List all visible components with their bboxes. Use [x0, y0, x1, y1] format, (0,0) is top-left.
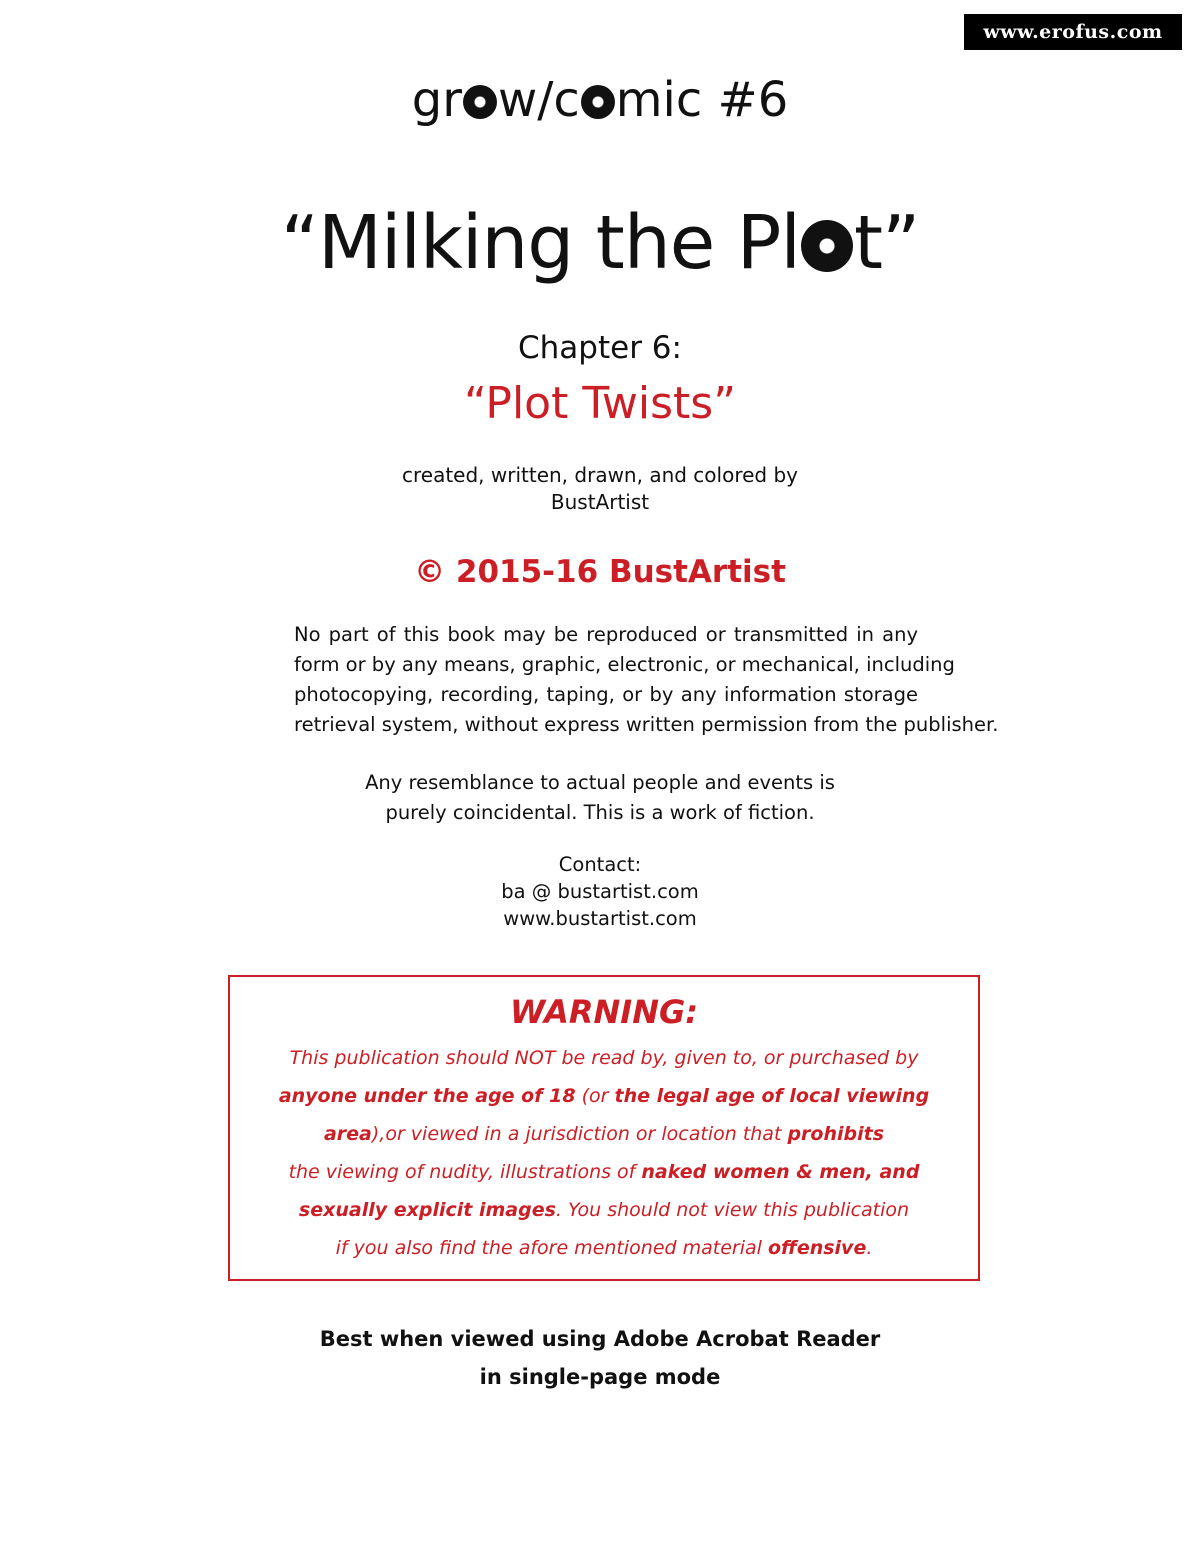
chapter-label: Chapter 6:: [518, 330, 682, 366]
warning-line: [230, 1153, 978, 1191]
warning-line: This publication should NOT be read by, given to, or purchased by: [289, 1047, 919, 1069]
warning-title: WARNING:: [509, 993, 699, 1031]
warning-line: [230, 1229, 978, 1267]
viewing-recommendation: [0, 1320, 1200, 1396]
credits-author: BustArtist: [550, 490, 650, 514]
warning-text: ),or viewed in a jurisdiction or location that: [371, 1123, 788, 1145]
viewing-recommendation-line: Best when viewed using Adobe Acrobat Reader: [319, 1327, 881, 1351]
series-title-part3: mic #6: [615, 72, 789, 128]
credits-line: created, written, drawn, and colored by: [401, 463, 798, 487]
warning-emphasis: offensive: [767, 1237, 867, 1259]
warning-emphasis: area: [323, 1123, 372, 1145]
chapter-title: “Plot Twists”: [463, 378, 737, 429]
warning-box: [228, 975, 980, 1281]
series-title-part1: gr: [411, 72, 462, 128]
fiction-line: purely coincidental. This is a work of fiction.: [385, 801, 815, 824]
bullseye-o-icon: [463, 85, 497, 119]
fiction-disclaimer: [0, 768, 1200, 828]
contact-website: www.bustartist.com: [503, 907, 697, 930]
fiction-line: Any resemblance to actual people and events is: [365, 771, 835, 794]
warning-text: (or: [575, 1085, 615, 1107]
contact-label: Contact:: [558, 853, 642, 876]
bullseye-o-icon: [801, 220, 853, 272]
legal-line: No part of this book may be reproduced or transmitted in any: [294, 623, 918, 646]
series-title: [0, 72, 1200, 128]
warning-text: the viewing of nudity, illustrations of: [288, 1161, 642, 1183]
comic-title: [0, 200, 1200, 286]
warning-emphasis: prohibits: [787, 1123, 885, 1145]
warning-text: if you also find the afore mentioned material: [335, 1237, 768, 1259]
legal-notice: [294, 620, 999, 740]
warning-emphasis: anyone under the age of 18: [278, 1085, 576, 1107]
credits: [0, 462, 1200, 516]
bullseye-o-icon: [581, 85, 615, 119]
warning-emphasis: sexually explicit images: [298, 1199, 556, 1221]
series-title-part2: w/c: [497, 72, 580, 128]
warning-line: [230, 1077, 978, 1115]
legal-line: retrieval system, without express written permission from the publisher.: [294, 713, 999, 736]
legal-line: photocopying, recording, taping, or by any information storage: [294, 683, 918, 706]
warning-emphasis: the legal age of local viewing: [614, 1085, 930, 1107]
watermark-banner: www.erofus.com: [964, 14, 1182, 50]
contact-block: [0, 851, 1200, 932]
copyright-notice: © 2015-16 BustArtist: [414, 554, 786, 590]
warning-line: [230, 1191, 978, 1229]
warning-emphasis: naked women & men, and: [641, 1161, 920, 1183]
warning-body: [230, 1039, 978, 1267]
warning-line: [230, 1115, 978, 1153]
comic-title-part2: t”: [853, 200, 920, 286]
comic-title-part1: “Milking the Pl: [280, 200, 800, 286]
legal-line: form or by any means, graphic, electronic, or mechanical, including: [294, 653, 955, 676]
contact-email: ba @ bustartist.com: [501, 880, 699, 903]
warning-text: .: [866, 1237, 873, 1259]
warning-text: . You should not view this publication: [555, 1199, 910, 1221]
viewing-recommendation-line: in single-page mode: [479, 1365, 721, 1389]
